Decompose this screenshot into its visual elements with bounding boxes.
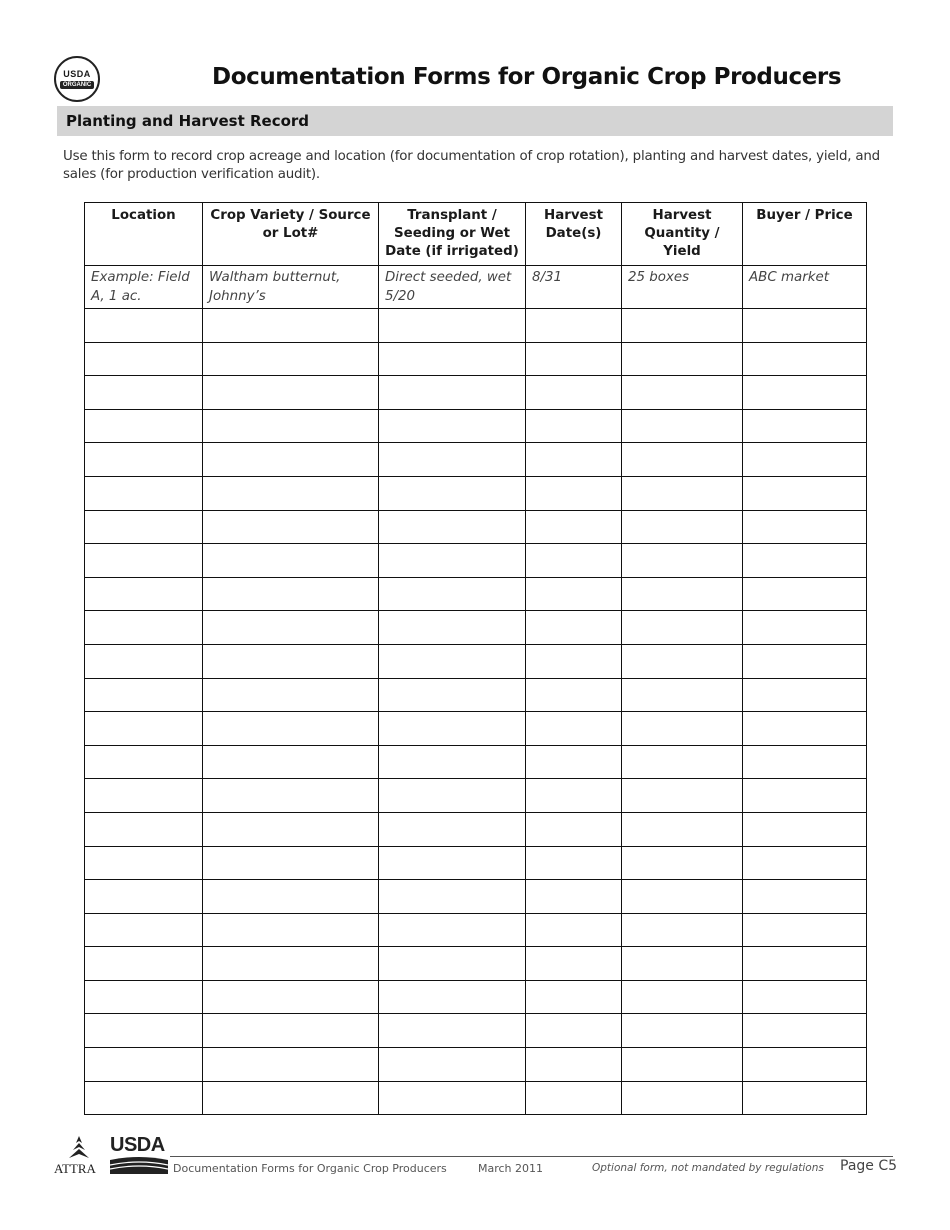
column-header-crop-variety: Crop Variety / Source or Lot# [203, 203, 379, 266]
intro-paragraph: Use this form to record crop acreage and location (for documentation of crop rotation), planting and harvest dates, yield, and sales (for production verification audit). [63, 149, 880, 182]
entry-cell-crop-variety[interactable] [203, 510, 379, 544]
entry-cell-buyer-price[interactable] [743, 947, 867, 981]
entry-cell-buyer-price[interactable] [743, 913, 867, 947]
entry-cell-harvest-date[interactable] [526, 712, 622, 746]
entry-cell-crop-variety[interactable] [203, 846, 379, 880]
entry-cell-location[interactable] [85, 342, 203, 376]
entry-cell-crop-variety[interactable] [203, 1048, 379, 1082]
entry-cell-harvest-date[interactable] [526, 913, 622, 947]
entry-cell-harvest-date[interactable] [526, 1081, 622, 1115]
entry-cell-harvest-date[interactable] [526, 880, 622, 914]
entry-cell-harvest-quantity[interactable] [622, 745, 743, 779]
entry-cell-harvest-quantity[interactable] [622, 577, 743, 611]
entry-cell-location[interactable] [85, 409, 203, 443]
example-harvest-date: 8/31 [526, 266, 622, 309]
entry-cell-crop-variety[interactable] [203, 745, 379, 779]
entry-cell-harvest-quantity[interactable] [622, 510, 743, 544]
entry-cell-buyer-price[interactable] [743, 880, 867, 914]
entry-cell-harvest-date[interactable] [526, 476, 622, 510]
table-row [85, 779, 867, 813]
entry-cell-buyer-price[interactable] [743, 980, 867, 1014]
entry-cell-harvest-date[interactable] [526, 980, 622, 1014]
entry-cell-location[interactable] [85, 510, 203, 544]
entry-cell-location[interactable] [85, 745, 203, 779]
entry-cell-crop-variety[interactable] [203, 644, 379, 678]
table-row [85, 611, 867, 645]
entry-cell-harvest-quantity[interactable] [622, 309, 743, 343]
entry-cell-transplant-date[interactable] [379, 409, 526, 443]
entry-cell-buyer-price[interactable] [743, 309, 867, 343]
entry-cell-crop-variety[interactable] [203, 712, 379, 746]
entry-cell-buyer-price[interactable] [743, 712, 867, 746]
table-row [85, 1048, 867, 1082]
column-header-transplant-date: Transplant / Seeding or Wet Date (if irrigated) [379, 203, 526, 266]
entry-cell-transplant-date[interactable] [379, 644, 526, 678]
entry-cell-crop-variety[interactable] [203, 1014, 379, 1048]
table-row [85, 342, 867, 376]
seal-text-organic: ORGANIC [60, 81, 94, 89]
entry-cell-crop-variety[interactable] [203, 443, 379, 477]
entry-cell-location[interactable] [85, 980, 203, 1014]
entry-cell-location[interactable] [85, 913, 203, 947]
footer-date: March 2011 [478, 1162, 544, 1175]
entry-cell-harvest-date[interactable] [526, 678, 622, 712]
table-row [85, 1081, 867, 1115]
entry-cell-harvest-date[interactable] [526, 812, 622, 846]
entry-cell-harvest-date[interactable] [526, 409, 622, 443]
entry-cell-crop-variety[interactable] [203, 476, 379, 510]
column-header-harvest-quantity: Harvest Quantity / Yield [622, 203, 743, 266]
entry-cell-location[interactable] [85, 712, 203, 746]
entry-cell-crop-variety[interactable] [203, 544, 379, 578]
entry-cell-buyer-price[interactable] [743, 577, 867, 611]
entry-cell-location[interactable] [85, 1081, 203, 1115]
entry-cell-transplant-date[interactable] [379, 611, 526, 645]
entry-cell-harvest-quantity[interactable] [622, 947, 743, 981]
entry-cell-harvest-date[interactable] [526, 510, 622, 544]
entry-cell-transplant-date[interactable] [379, 544, 526, 578]
table-row [85, 544, 867, 578]
entry-cell-harvest-quantity[interactable] [622, 376, 743, 410]
entry-cell-harvest-date[interactable] [526, 644, 622, 678]
example-row [85, 266, 867, 309]
entry-cell-harvest-quantity[interactable] [622, 644, 743, 678]
table-row [85, 880, 867, 914]
entry-cell-buyer-price[interactable] [743, 812, 867, 846]
entry-cell-transplant-date[interactable] [379, 913, 526, 947]
entry-cell-crop-variety[interactable] [203, 611, 379, 645]
entry-cell-harvest-quantity[interactable] [622, 980, 743, 1014]
entry-cell-transplant-date[interactable] [379, 980, 526, 1014]
entry-cell-crop-variety[interactable] [203, 376, 379, 410]
entry-cell-crop-variety[interactable] [203, 913, 379, 947]
entry-cell-harvest-quantity[interactable] [622, 443, 743, 477]
table-row [85, 947, 867, 981]
entry-cell-buyer-price[interactable] [743, 1048, 867, 1082]
entry-cell-crop-variety[interactable] [203, 880, 379, 914]
entry-cell-location[interactable] [85, 577, 203, 611]
seal-text-usda: USDA [63, 68, 91, 79]
column-header-buyer-price: Buyer / Price [743, 203, 867, 266]
entry-cell-location[interactable] [85, 544, 203, 578]
entry-cell-location[interactable] [85, 376, 203, 410]
entry-cell-transplant-date[interactable] [379, 376, 526, 410]
entry-cell-location[interactable] [85, 1014, 203, 1048]
entry-cell-transplant-date[interactable] [379, 1081, 526, 1115]
entry-cell-crop-variety[interactable] [203, 309, 379, 343]
table-row [85, 712, 867, 746]
entry-cell-location[interactable] [85, 644, 203, 678]
entry-cell-harvest-date[interactable] [526, 745, 622, 779]
page-number: Page C5 [840, 1158, 898, 1174]
example-transplant-date: Direct seeded, wet 5/20 [379, 266, 526, 309]
table-row [85, 913, 867, 947]
entry-cell-location[interactable] [85, 678, 203, 712]
attra-logo [54, 1136, 102, 1178]
table-row [85, 812, 867, 846]
entry-cell-crop-variety[interactable] [203, 1081, 379, 1115]
table-row [85, 577, 867, 611]
entry-cell-harvest-quantity[interactable] [622, 846, 743, 880]
entry-cell-harvest-quantity[interactable] [622, 1081, 743, 1115]
entry-cell-buyer-price[interactable] [743, 443, 867, 477]
entry-cell-harvest-quantity[interactable] [622, 409, 743, 443]
entry-cell-harvest-date[interactable] [526, 544, 622, 578]
entry-cell-location[interactable] [85, 476, 203, 510]
entry-cell-transplant-date[interactable] [379, 443, 526, 477]
entry-cell-harvest-quantity[interactable] [622, 712, 743, 746]
table-row [85, 476, 867, 510]
entry-cell-buyer-price[interactable] [743, 510, 867, 544]
table-row [85, 510, 867, 544]
entry-cell-crop-variety[interactable] [203, 577, 379, 611]
table-row [85, 846, 867, 880]
entry-cell-harvest-date[interactable] [526, 1014, 622, 1048]
column-header-harvest-dates: Harvest Date(s) [526, 203, 622, 266]
entry-cell-location[interactable] [85, 779, 203, 813]
entry-cell-transplant-date[interactable] [379, 1048, 526, 1082]
table-row [85, 1014, 867, 1048]
entry-cell-transplant-date[interactable] [379, 678, 526, 712]
entry-cell-harvest-quantity[interactable] [622, 812, 743, 846]
usda-label: USDA [110, 1134, 165, 1156]
entry-cell-harvest-quantity[interactable] [622, 476, 743, 510]
entry-cell-buyer-price[interactable] [743, 409, 867, 443]
entry-cell-crop-variety[interactable] [203, 409, 379, 443]
document-title: Documentation Forms for Organic Crop Producers [212, 64, 842, 90]
entry-cell-buyer-price[interactable] [743, 611, 867, 645]
entry-cell-harvest-quantity[interactable] [622, 1048, 743, 1082]
table-row [85, 309, 867, 343]
entry-cell-harvest-quantity[interactable] [622, 544, 743, 578]
table-row [85, 443, 867, 477]
entry-cell-transplant-date[interactable] [379, 577, 526, 611]
entry-cell-buyer-price[interactable] [743, 1081, 867, 1115]
entry-cell-harvest-quantity[interactable] [622, 880, 743, 914]
section-header [57, 106, 893, 136]
usda-logo [110, 1134, 170, 1176]
entry-cell-buyer-price[interactable] [743, 678, 867, 712]
entry-cell-harvest-quantity[interactable] [622, 678, 743, 712]
section-title: Planting and Harvest Record [66, 112, 310, 130]
entry-cell-transplant-date[interactable] [379, 712, 526, 746]
footer-publication: Documentation Forms for Organic Crop Producers [173, 1162, 447, 1175]
table-row [85, 745, 867, 779]
entry-cell-location[interactable] [85, 880, 203, 914]
footer-divider [170, 1156, 893, 1157]
entry-cell-harvest-quantity[interactable] [622, 779, 743, 813]
entry-cell-buyer-price[interactable] [743, 846, 867, 880]
entry-cell-crop-variety[interactable] [203, 779, 379, 813]
entry-cell-transplant-date[interactable] [379, 510, 526, 544]
entry-cell-transplant-date[interactable] [379, 880, 526, 914]
entry-cell-harvest-date[interactable] [526, 342, 622, 376]
attra-label: ATTRA [54, 1161, 96, 1176]
entry-cell-crop-variety[interactable] [203, 812, 379, 846]
entry-cell-crop-variety[interactable] [203, 678, 379, 712]
entry-cell-harvest-quantity[interactable] [622, 611, 743, 645]
table-header-row [85, 203, 867, 266]
entry-cell-buyer-price[interactable] [743, 544, 867, 578]
usda-organic-seal [54, 56, 100, 102]
entry-cell-harvest-date[interactable] [526, 779, 622, 813]
entry-cell-harvest-date[interactable] [526, 611, 622, 645]
entry-cell-harvest-date[interactable] [526, 947, 622, 981]
column-header-location: Location [85, 203, 203, 266]
table-row [85, 376, 867, 410]
footer-note: Optional form, not mandated by regulations [592, 1162, 824, 1174]
entry-cell-harvest-date[interactable] [526, 1048, 622, 1082]
entry-cell-location[interactable] [85, 611, 203, 645]
entry-cell-buyer-price[interactable] [743, 476, 867, 510]
usda-landscape-icon [110, 1156, 168, 1174]
example-harvest-quantity: 25 boxes [622, 266, 743, 309]
entry-cell-harvest-quantity[interactable] [622, 342, 743, 376]
entry-cell-buyer-price[interactable] [743, 644, 867, 678]
table-row [85, 678, 867, 712]
entry-cell-location[interactable] [85, 309, 203, 343]
entry-cell-harvest-date[interactable] [526, 577, 622, 611]
planting-harvest-table [84, 202, 867, 1115]
example-crop-variety: Waltham butternut, Johnny’s [203, 266, 379, 309]
entry-cell-buyer-price[interactable] [743, 342, 867, 376]
table-row [85, 644, 867, 678]
entry-cell-crop-variety[interactable] [203, 980, 379, 1014]
entry-cell-location[interactable] [85, 947, 203, 981]
entry-cell-harvest-quantity[interactable] [622, 1014, 743, 1048]
entry-cell-transplant-date[interactable] [379, 342, 526, 376]
entry-cell-transplant-date[interactable] [379, 745, 526, 779]
entry-cell-buyer-price[interactable] [743, 745, 867, 779]
entry-cell-harvest-date[interactable] [526, 846, 622, 880]
entry-cell-buyer-price[interactable] [743, 1014, 867, 1048]
attra-leaf-icon [68, 1136, 90, 1160]
table-row [85, 409, 867, 443]
entry-cell-transplant-date[interactable] [379, 947, 526, 981]
entry-cell-buyer-price[interactable] [743, 376, 867, 410]
entry-cell-harvest-date[interactable] [526, 376, 622, 410]
entry-cell-transplant-date[interactable] [379, 846, 526, 880]
entry-cell-transplant-date[interactable] [379, 309, 526, 343]
entry-cell-transplant-date[interactable] [379, 812, 526, 846]
entry-cell-crop-variety[interactable] [203, 342, 379, 376]
entry-cell-transplant-date[interactable] [379, 779, 526, 813]
entry-cell-transplant-date[interactable] [379, 1014, 526, 1048]
entry-cell-location[interactable] [85, 812, 203, 846]
entry-cell-buyer-price[interactable] [743, 779, 867, 813]
example-buyer-price: ABC market [743, 266, 867, 309]
entry-cell-harvest-date[interactable] [526, 443, 622, 477]
example-location: Example: Field A, 1 ac. [85, 266, 203, 309]
entry-cell-harvest-date[interactable] [526, 309, 622, 343]
entry-cell-location[interactable] [85, 1048, 203, 1082]
table-row [85, 980, 867, 1014]
entry-cell-crop-variety[interactable] [203, 947, 379, 981]
entry-cell-location[interactable] [85, 443, 203, 477]
entry-cell-harvest-quantity[interactable] [622, 913, 743, 947]
entry-cell-location[interactable] [85, 846, 203, 880]
entry-cell-transplant-date[interactable] [379, 476, 526, 510]
